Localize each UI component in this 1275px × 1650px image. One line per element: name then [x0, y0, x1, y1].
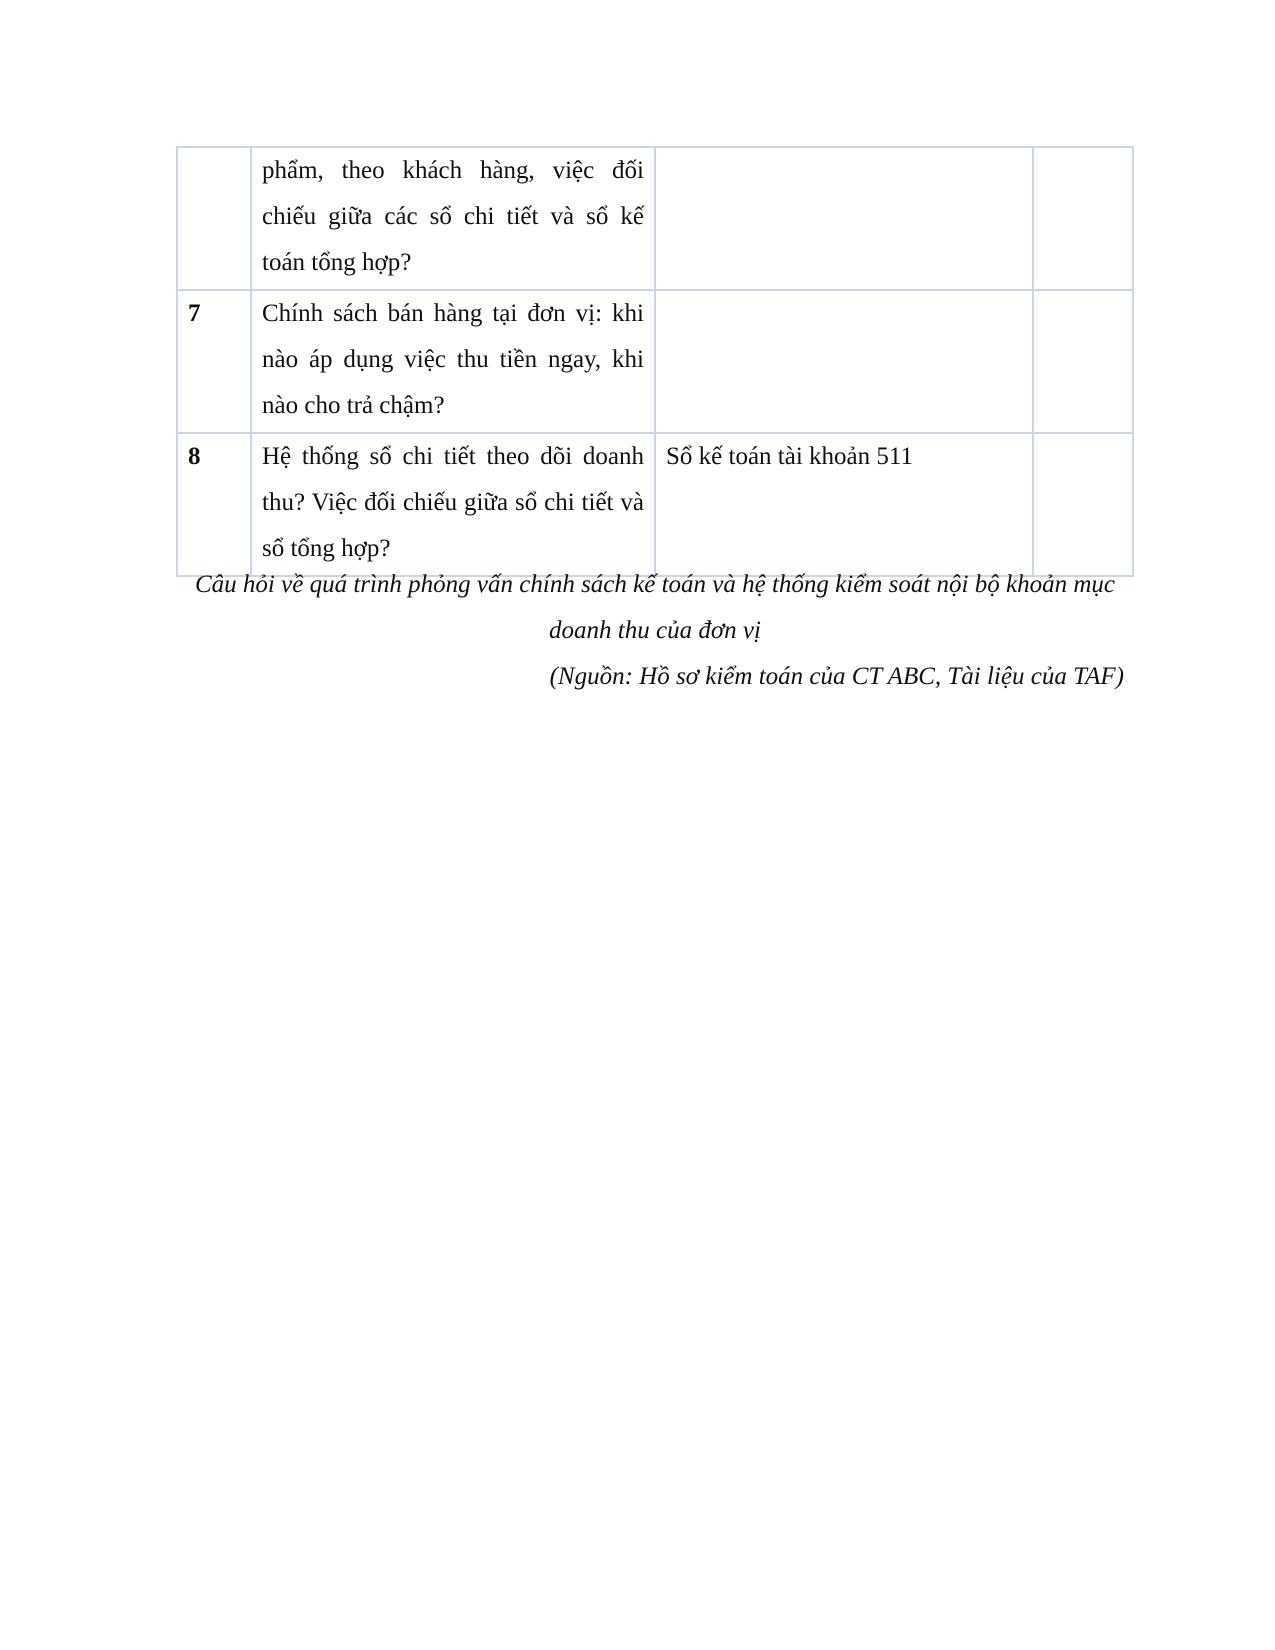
question-cell: Hệ thống sổ chi tiết theo dõi doanh thu? Việc đối chiếu giữa sổ chi tiết và sổ tổng hợp? — [251, 433, 655, 576]
answer-cell — [655, 290, 1033, 433]
table-row — [177, 147, 1133, 290]
interview-questions-table — [176, 146, 1134, 577]
row-number: 8 — [177, 433, 251, 576]
table-caption: Câu hỏi về quá trình phỏng vấn chính sách kế toán và hệ thống kiểm soát nội bộ khoản mục doanh thu của đơn vị — [195, 571, 1115, 644]
answer-cell — [655, 147, 1033, 290]
answer-cell: Sổ kế toán tài khoản 511 — [655, 433, 1033, 576]
note-cell — [1033, 147, 1133, 290]
table-row — [177, 433, 1133, 576]
question-cell: Chính sách bán hàng tại đơn vị: khi nào áp dụng việc thu tiền ngay, khi nào cho trả chậm? — [251, 290, 655, 433]
row-number — [177, 147, 251, 290]
note-cell — [1033, 290, 1133, 433]
table-source: (Nguồn: Hồ sơ kiểm toán của CT ABC, Tài liệu của TAF) — [549, 663, 1124, 690]
note-cell — [1033, 433, 1133, 576]
row-number: 7 — [177, 290, 251, 433]
question-cell: phẩm, theo khách hàng, việc đối chiếu giữa các sổ chi tiết và sổ kế toán tổng hợp? — [251, 147, 655, 290]
table-row — [177, 290, 1133, 433]
